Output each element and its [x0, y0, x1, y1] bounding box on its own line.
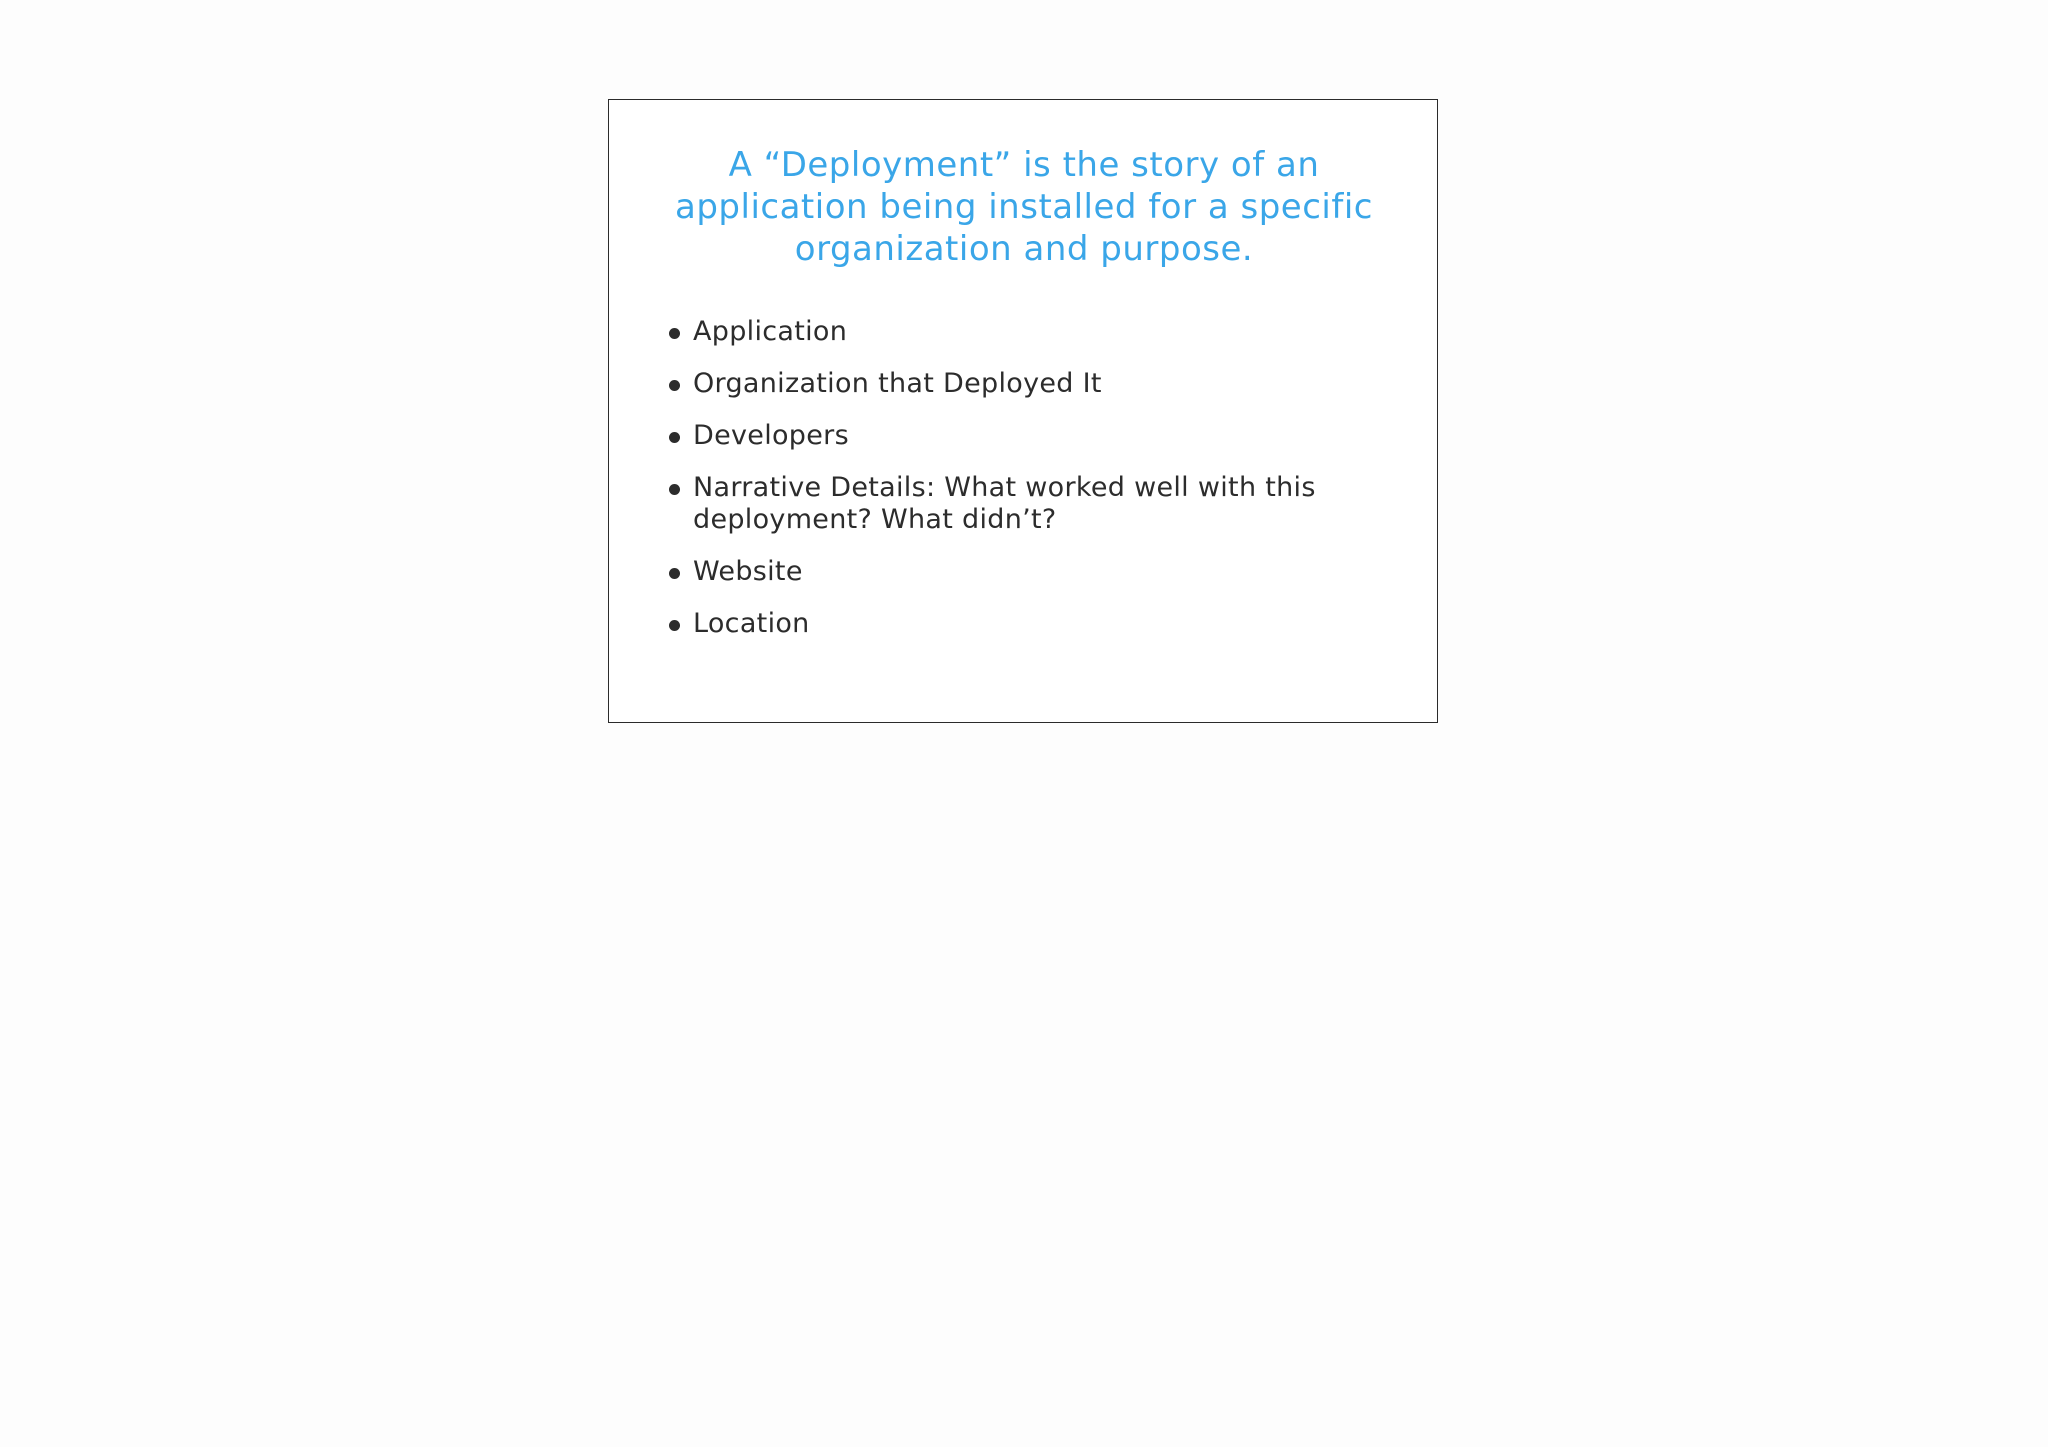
- bullet-text: Organization that Deployed It: [693, 368, 1102, 399]
- bullet-list: [669, 316, 1389, 660]
- bullet-item-developers: [669, 420, 1389, 452]
- bullet-item-website: [669, 556, 1389, 588]
- bullet-dot-icon: [669, 328, 680, 339]
- slide-title-line-1: A “Deployment” is the story of an: [728, 145, 1320, 185]
- slide-title-line-3: organization and purpose.: [794, 229, 1254, 269]
- bullet-text: Application: [693, 316, 848, 347]
- bullet-item-organization: [669, 368, 1389, 400]
- bullet-dot-icon: [669, 620, 680, 631]
- bullet-dot-icon: [669, 484, 680, 495]
- bullet-item-application: [669, 316, 1389, 348]
- bullet-dot-icon: [669, 380, 680, 391]
- slide-frame: [608, 99, 1438, 723]
- slide-title: [649, 144, 1399, 270]
- bullet-dot-icon: [669, 432, 680, 443]
- bullet-text: Location: [693, 608, 810, 639]
- bullet-text: Website: [693, 556, 803, 587]
- bullet-dot-icon: [669, 568, 680, 579]
- slide-title-line-2: application being installed for a specific: [675, 187, 1373, 227]
- bullet-item-location: [669, 608, 1389, 640]
- bullet-text: Developers: [693, 420, 849, 451]
- bullet-item-narrative-details: [669, 472, 1389, 536]
- bullet-text: Narrative Details: What worked well with this deployment? What didn’t?: [693, 472, 1316, 535]
